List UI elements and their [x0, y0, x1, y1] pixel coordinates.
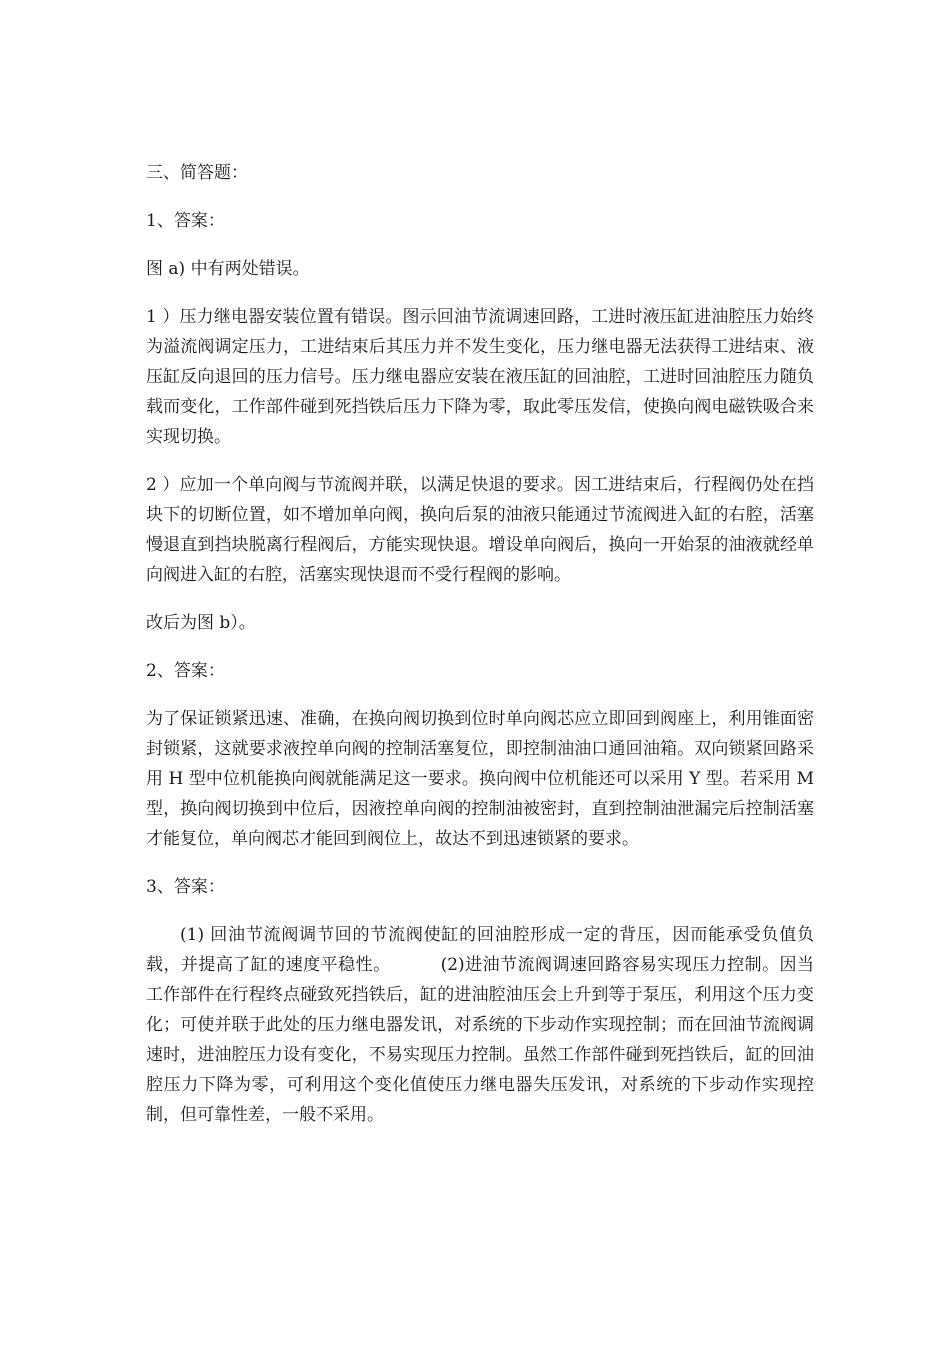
answer-3-body	[146, 920, 814, 1130]
answer-1-point-2: 2 ）应加一个单向阀与节流阀并联，以满足快退的要求。因工进结束后，行程阀仍处在挡块下的切断位置，如不增加单向阀，换向后泵的油液只能通过节流阀进入缸的右腔，活塞慢退直到挡块脱离行程阀后，方能实现快退。增设单向阀后，换向一开始泵的油液就经单向阀进入缸的右腔，活塞实现快退而不受行程阀的影响。	[146, 475, 814, 585]
section-title: 三、简答题：	[146, 163, 248, 183]
answer-2-body: 为了保证锁紧迅速、准确，在换向阀切换到位时单向阀芯应立即回到阀座上，利用锥面密封锁紧，这就要求液控单向阀的控制活塞复位，即控制油油口通回油箱。双向锁紧回路采用 H 型中位机能换向阀就能满足这一要求。换向阀中位机能还可以采用 Y 型。若采用 M 型，换向阀切换到中位后，因液控单向阀的控制油被密封，直到控制油泄漏完后控制活塞才能复位，单向阀芯才能回到阀位上，故达不到迅速锁紧的要求。	[146, 709, 814, 849]
answer-1-intro: 图 a) 中有两处错误。	[146, 259, 310, 279]
answer-2-heading: 2、答案：	[146, 661, 225, 681]
answer-3-heading: 3、答案：	[146, 877, 225, 897]
answer-1-conclusion: 改后为图 b）。	[146, 613, 256, 633]
answer-3-part-2: (2)进油节流阀调速回路容易实现压力控制。因当工作部件在行程终点碰致死挡铁后，缸的进油腔油压会上升到等于泵压，利用这个压力变化；可使并联于此处的压力继电器发讯，对系统的下步动作实现控制；而在回油节流阀调速时，进油腔压力设有变化，不易实现压力控制。虽然工作部件碰到死挡铁后，缸的回油腔压力下降为零，可利用这个变化值使压力继电器失压发讯，对系统的下步动作实现控制，但可靠性差，一般不采用。	[146, 955, 814, 1125]
document-body	[146, 158, 814, 1148]
answer-1-point-1: 1 ）压力继电器安装位置有错误。图示回油节流调速回路，工进时液压缸进油腔压力始终为溢流阀调定压力，工进结束后其压力并不发生变化，压力继电器无法获得工进结束、液压缸反向退回的压力信号。压力继电器应安装在液压缸的回油腔，工进时回油腔压力随负载而变化，工作部件碰到死挡铁后压力下降为零，取此零压发信，使换向阀电磁铁吸合来实现切换。	[146, 307, 814, 447]
answer-1-heading: 1、答案：	[146, 211, 225, 231]
answer-3-part-1: (1) 回油节流阀调节回的节流阀使缸的回油腔形成一定的背压，因而能承受负值负载，并提高了缸的速度平稳性。	[146, 925, 814, 975]
